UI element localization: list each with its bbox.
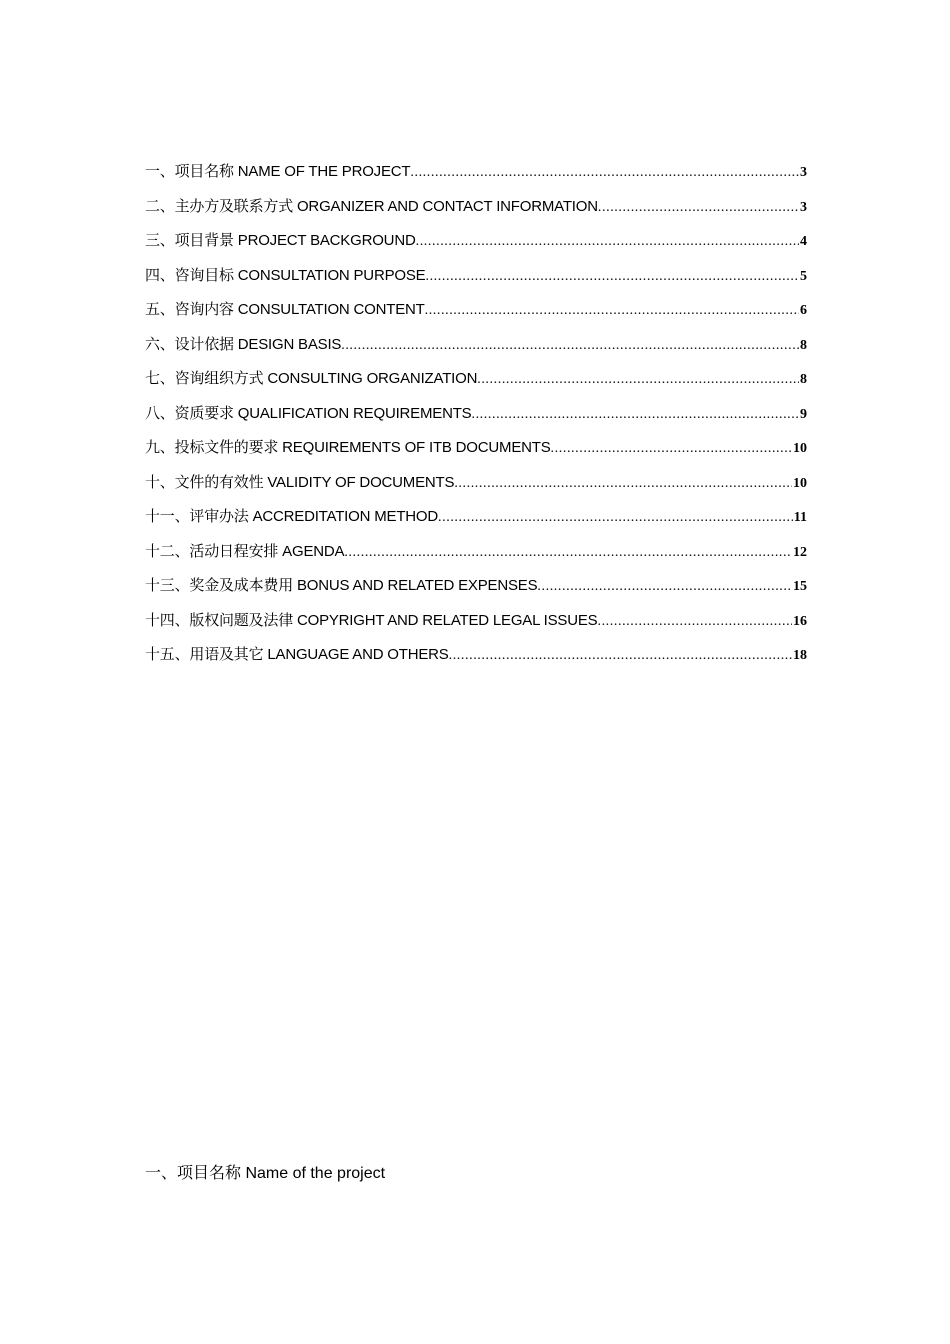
toc-entry-page: 15 [793, 579, 807, 594]
toc-entry-page: 18 [793, 648, 807, 663]
toc-entry-title: 十一、评审办法 ACCREDITATION METHOD [145, 508, 439, 525]
toc-entry-page: 5 [800, 268, 807, 284]
toc-entry[interactable] [145, 367, 807, 402]
toc-leader-dots [425, 299, 799, 323]
toc-entry-page: 8 [800, 337, 807, 353]
toc-entry-title: 十、文件的有效性 VALIDITY OF DOCUMENTS [145, 473, 455, 491]
toc-leader-dots [344, 541, 792, 565]
toc-entry-title: 十二、活动日程安排 AGENDA [145, 542, 345, 560]
toc-entry[interactable] [145, 505, 807, 540]
toc-entry[interactable] [145, 264, 807, 299]
section-heading: 一、项目名称 Name of the project [145, 1165, 386, 1182]
toc-entry[interactable] [145, 436, 807, 471]
toc-entry-title: 九、投标文件的要求 REQUIREMENTS OF ITB DOCUMENTS [145, 439, 551, 456]
toc-leader-dots [438, 506, 793, 530]
toc-entry-title: 四、咨询目标 CONSULTATION PURPOSE [145, 266, 426, 284]
toc-entry[interactable] [145, 195, 807, 230]
toc-entry[interactable] [145, 298, 807, 333]
toc-leader-dots [454, 472, 792, 496]
toc-leader-dots [416, 230, 799, 254]
toc-entry-title: 一、项目名称 NAME OF THE PROJECT [145, 163, 411, 180]
toc-entry[interactable] [145, 540, 807, 575]
toc-entry-page: 12 [793, 544, 807, 560]
toc-leader-dots [537, 575, 792, 599]
toc-leader-dots [449, 644, 792, 668]
toc-entry-title: 八、资质要求 QUALIFICATION REQUIREMENTS [145, 404, 472, 422]
toc-entry-title: 五、咨询内容 CONSULTATION CONTENT [145, 301, 425, 318]
toc-entry-page: 10 [793, 475, 807, 491]
toc-entry-title: 十五、用语及其它 LANGUAGE AND OTHERS [145, 646, 449, 663]
toc-entry[interactable] [145, 333, 807, 368]
toc-entry[interactable] [145, 160, 807, 195]
toc-entry-title: 七、咨询组织方式 CONSULTING ORGANIZATION [145, 370, 478, 387]
toc-entry-page: 10 [793, 441, 807, 456]
toc-entry-title: 二、主办方及联系方式 ORGANIZER AND CONTACT INFORMATION [145, 197, 598, 215]
toc-entry-page: 6 [800, 303, 807, 318]
toc-entry[interactable] [145, 402, 807, 437]
table-of-contents [145, 160, 807, 678]
toc-entry[interactable] [145, 574, 807, 609]
toc-leader-dots [425, 265, 799, 289]
toc-entry-page: 11 [793, 510, 807, 525]
toc-entry[interactable] [145, 471, 807, 506]
toc-entry-page: 3 [800, 165, 807, 180]
toc-leader-dots [598, 196, 799, 220]
toc-entry-title: 三、项目背景 PROJECT BACKGROUND [145, 232, 416, 249]
toc-entry[interactable] [145, 643, 807, 678]
toc-leader-dots [551, 437, 792, 461]
toc-entry-title: 十三、奖金及成本费用 BONUS AND RELATED EXPENSES [145, 577, 538, 594]
toc-leader-dots [597, 610, 792, 634]
toc-entry-page: 8 [800, 372, 807, 387]
toc-entry-page: 3 [800, 199, 807, 215]
toc-entry[interactable] [145, 609, 807, 644]
toc-entry-page: 9 [800, 406, 807, 422]
toc-entry-page: 16 [793, 613, 807, 629]
toc-entry-title: 十四、版权问题及法律 COPYRIGHT AND RELATED LEGAL ISSUES [145, 611, 598, 629]
toc-leader-dots [341, 334, 799, 358]
toc-leader-dots [477, 368, 799, 392]
toc-leader-dots [410, 161, 799, 185]
toc-entry-title: 六、设计依据 DESIGN BASIS [145, 335, 342, 353]
toc-leader-dots [471, 403, 799, 427]
toc-entry[interactable] [145, 229, 807, 264]
toc-entry-page: 4 [800, 234, 807, 249]
